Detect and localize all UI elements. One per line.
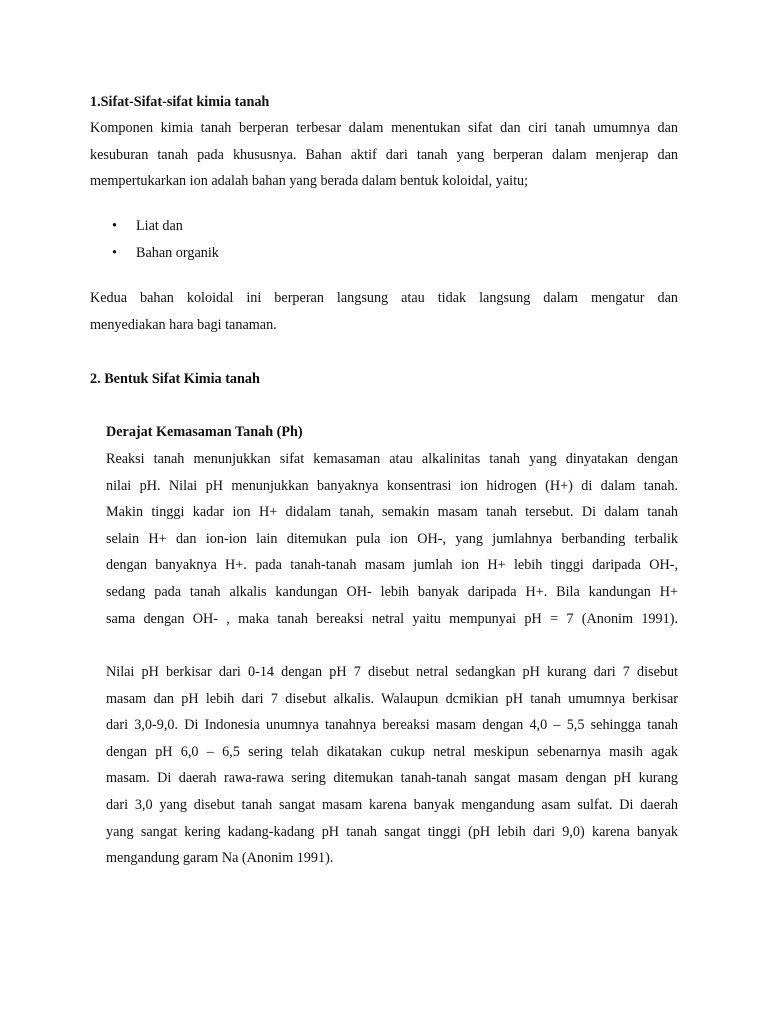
text-line: masam dan pH lebih dari 7 disebut alkalis. Walaupun dcmikian pH tanah umumnya berkisar	[106, 690, 678, 707]
text-line: nilai pH. Nilai pH menunjukkan banyaknya konsentrasi ion hidrogen (H+) di dalam tanah.	[106, 477, 678, 494]
text-line: mengandung garam Na (Anonim 1991).	[106, 850, 334, 867]
text-line: dengan pH 6,0 – 6,5 sering telah dikatakan cukup netral meskipun sebenarnya masih agak	[106, 743, 678, 760]
text-line: dengan banyaknya H+. pada tanah-tanah masam jumlah ion H+ lebih tinggi daripada OH-,	[106, 557, 678, 574]
text-line: Kedua bahan koloidal ini berperan langsung atau tidak langsung dalam mengatur dan	[90, 290, 678, 306]
text-line: sama dengan OH- , maka tanah bereaksi netral yaitu mempunyai pH = 7 (Anonim 1991).	[106, 610, 678, 627]
text-line: dari 3,0 yang disebut tanah sangat masam karena banyak mengandung asam sulfat. Di daerah	[106, 796, 678, 813]
text-line: kesuburan tanah pada khususnya. Bahan aktif dari tanah yang berperan dalam menjerap dan	[90, 146, 678, 163]
section-1-intro-paragraph	[90, 115, 678, 195]
section-2-title: 2. Bentuk Sifat Kimia tanah	[90, 371, 260, 387]
text-line: selain H+ dan ion-ion lain ditemukan pula ion OH-, yang jumlahnya berbanding terbalik	[106, 530, 678, 547]
ph-paragraph-1	[106, 446, 678, 632]
bullet-icon: •	[112, 244, 117, 261]
text-line: masam. Di daerah rawa-rawa sering ditemukan tanah-tanah sangat masam dengan pH kurang	[106, 770, 678, 787]
text-line: dari 3,0-9,0. Di Indonesia unumnya tanahnya bereaksi masam dengan 4,0 – 5,5 sehingga tanah	[106, 717, 678, 734]
text-line: menyediakan hara bagi tanaman.	[90, 316, 277, 333]
text-line: Komponen kimia tanah berperan terbesar dalam menentukan sifat dan ciri tanah umumnya dan	[90, 120, 678, 136]
section-1-title: 1.Sifat-Sifat-sifat kimia tanah	[90, 94, 270, 110]
text-line: Reaksi tanah menunjukkan sifat kemasaman atau alkalinitas tanah yang dinyatakan dengan	[106, 451, 678, 467]
ph-paragraph-2	[106, 659, 678, 872]
list-item-label: Bahan organik	[136, 244, 219, 261]
subsection-title: Derajat Kemasaman Tanah (Ph)	[106, 424, 303, 440]
text-line: Nilai pH berkisar dari 0-14 dengan pH 7 disebut netral sedangkan pH kurang dari 7 disebut	[106, 664, 678, 680]
text-line: yang sangat kering kadang-kadang pH tanah sangat tinggi (pH lebih dari 9,0) karena banyak	[106, 823, 678, 840]
text-line: mempertukarkan ion adalah bahan yang berada dalam bentuk koloidal, yaitu;	[90, 173, 529, 190]
text-line: Makin tinggi kadar ion H+ didalam tanah, semakin masam tanah tersebut. Di dalam tanah	[106, 504, 678, 521]
bullet-icon: •	[112, 218, 117, 234]
list-item-label: Liat dan	[136, 218, 183, 234]
section-1-closing-paragraph	[90, 285, 678, 338]
text-line: sedang pada tanah alkalis kandungan OH- lebih banyak daripada H+. Bila kandungan H+	[106, 583, 678, 600]
